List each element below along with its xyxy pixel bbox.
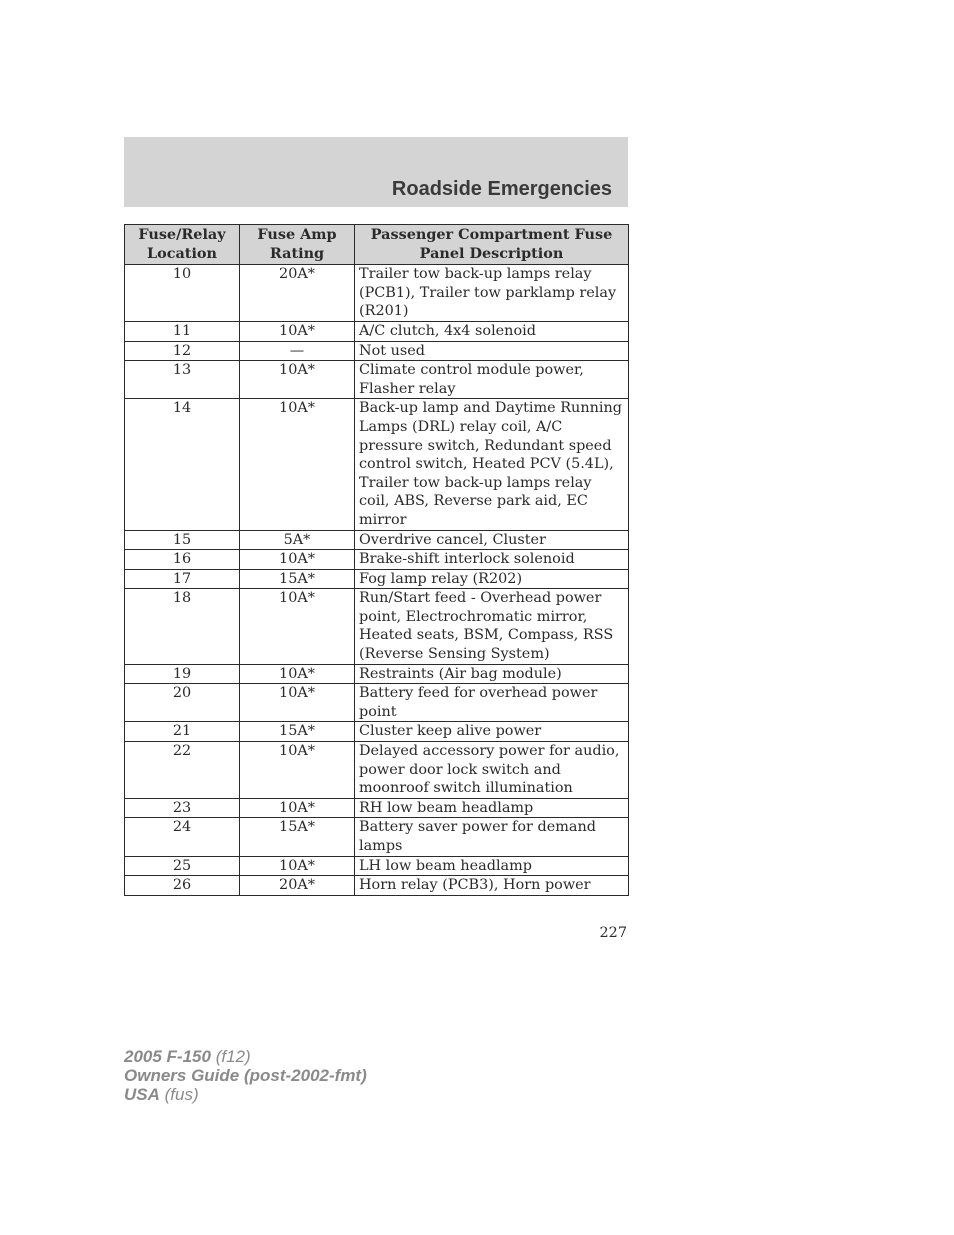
cell-location: 24 [125, 818, 240, 856]
table-row [125, 664, 629, 684]
table-row [125, 550, 629, 570]
section-header-band [124, 137, 628, 207]
table-row [125, 856, 629, 876]
cell-rating: 20A* [240, 265, 355, 322]
cell-location: 15 [125, 530, 240, 550]
cell-rating: 10A* [240, 361, 355, 399]
cell-rating: 10A* [240, 399, 355, 530]
cell-description: A/C clutch, 4x4 solenoid [355, 321, 629, 341]
cell-rating: 15A* [240, 569, 355, 589]
cell-description: Delayed accessory power for audio, power door lock switch and moonroof switch illumination [355, 742, 629, 799]
cell-description: Battery feed for overhead power point [355, 684, 629, 722]
section-title: Roadside Emergencies [391, 178, 612, 200]
cell-rating: 10A* [240, 684, 355, 722]
cell-description: Overdrive cancel, Cluster [355, 530, 629, 550]
cell-rating: 15A* [240, 722, 355, 742]
cell-location: 14 [125, 399, 240, 530]
cell-description: Trailer tow back-up lamps relay (PCB1), Trailer tow parklamp relay (R201) [355, 265, 629, 322]
cell-rating: 10A* [240, 321, 355, 341]
table-row [125, 341, 629, 361]
cell-location: 20 [125, 684, 240, 722]
cell-location: 21 [125, 722, 240, 742]
cell-rating: 10A* [240, 856, 355, 876]
cell-location: 19 [125, 664, 240, 684]
cell-rating: 15A* [240, 818, 355, 856]
cell-rating: 10A* [240, 550, 355, 570]
footer-line-guide [124, 1066, 367, 1085]
footer-model: 2005 F-150 [124, 1047, 211, 1066]
table-row [125, 876, 629, 896]
table-row [125, 798, 629, 818]
cell-location: 11 [125, 321, 240, 341]
table-row [125, 818, 629, 856]
table-row [125, 569, 629, 589]
column-header-description: Passenger Compartment Fuse Panel Description [355, 225, 629, 265]
footer-market-code: (fus) [164, 1085, 199, 1104]
cell-location: 23 [125, 798, 240, 818]
table-row [125, 742, 629, 799]
footer-guide: Owners Guide (post-2002-fmt) [124, 1066, 367, 1085]
cell-description: Restraints (Air bag module) [355, 664, 629, 684]
cell-rating: 20A* [240, 876, 355, 896]
table-row [125, 321, 629, 341]
table-row [125, 722, 629, 742]
column-header-rating: Fuse Amp Rating [240, 225, 355, 265]
cell-description: Cluster keep alive power [355, 722, 629, 742]
footer-market: USA [124, 1085, 160, 1104]
footer-line-market [124, 1085, 367, 1104]
cell-rating: 5A* [240, 530, 355, 550]
cell-location: 18 [125, 589, 240, 664]
document-footer [124, 1047, 367, 1104]
cell-rating: — [240, 341, 355, 361]
table-row [125, 361, 629, 399]
cell-location: 12 [125, 341, 240, 361]
cell-description: Battery saver power for demand lamps [355, 818, 629, 856]
page-number: 227 [599, 925, 627, 941]
cell-description: Run/Start feed - Overhead power point, Electrochromatic mirror, Heated seats, BSM, Compass, RSS (Reverse Sensing System) [355, 589, 629, 664]
table-row [125, 399, 629, 530]
cell-description: Not used [355, 341, 629, 361]
column-header-location: Fuse/Relay Location [125, 225, 240, 265]
table-row [125, 265, 629, 322]
cell-description: RH low beam headlamp [355, 798, 629, 818]
cell-description: Brake-shift interlock solenoid [355, 550, 629, 570]
table-header-row [125, 225, 629, 265]
cell-location: 17 [125, 569, 240, 589]
cell-description: Fog lamp relay (R202) [355, 569, 629, 589]
cell-description: Back-up lamp and Daytime Running Lamps (DRL) relay coil, A/C pressure switch, Redundant speed control switch, Heated PCV (5.4L), Trailer tow back-up lamps relay coil, ABS, Reverse park aid, EC mirror [355, 399, 629, 530]
cell-location: 22 [125, 742, 240, 799]
table-body [125, 265, 629, 896]
cell-description: Horn relay (PCB3), Horn power [355, 876, 629, 896]
fuse-table [124, 224, 629, 896]
cell-location: 10 [125, 265, 240, 322]
table-row [125, 530, 629, 550]
cell-rating: 10A* [240, 589, 355, 664]
table-row [125, 684, 629, 722]
cell-description: LH low beam headlamp [355, 856, 629, 876]
footer-line-model [124, 1047, 367, 1066]
cell-location: 26 [125, 876, 240, 896]
cell-location: 13 [125, 361, 240, 399]
cell-rating: 10A* [240, 664, 355, 684]
cell-location: 16 [125, 550, 240, 570]
cell-description: Climate control module power, Flasher relay [355, 361, 629, 399]
cell-rating: 10A* [240, 742, 355, 799]
table-row [125, 589, 629, 664]
footer-model-code: (f12) [215, 1047, 251, 1066]
cell-location: 25 [125, 856, 240, 876]
cell-rating: 10A* [240, 798, 355, 818]
